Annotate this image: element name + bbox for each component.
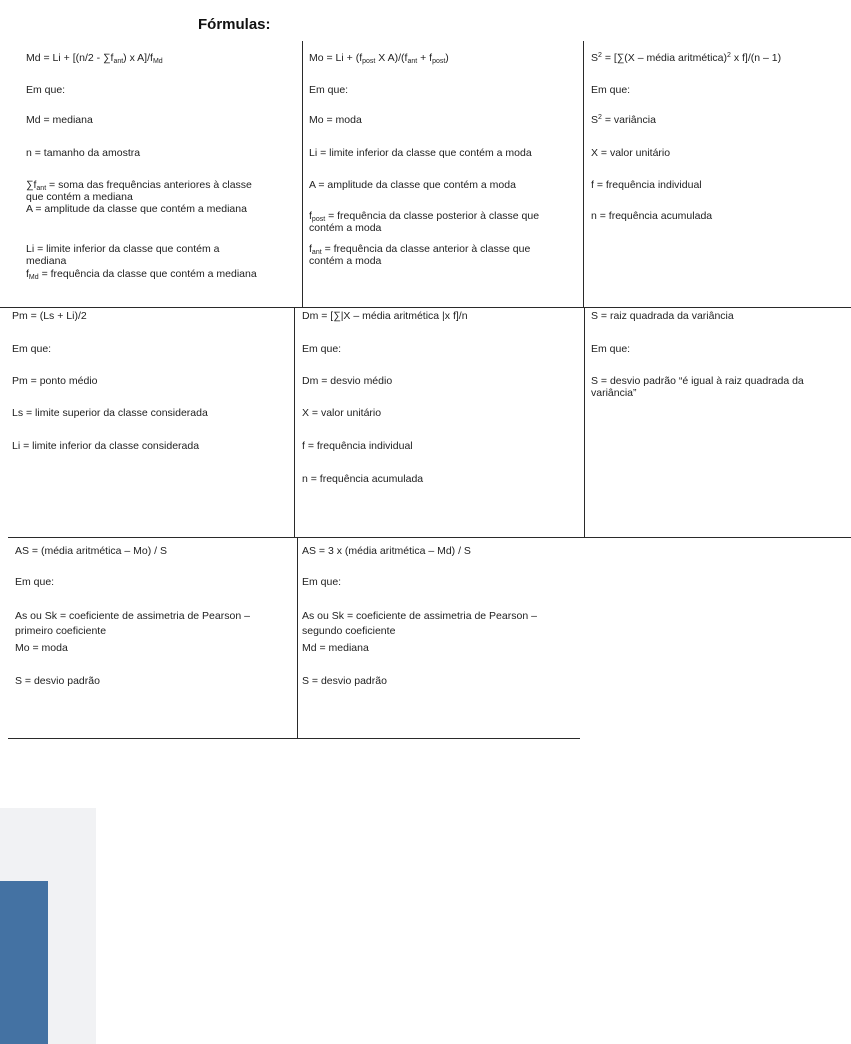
mean-deviation-def-f: f = frequência individual [302,440,413,452]
pearson-first-def-s: S = desvio padrão [15,675,100,687]
mean-deviation-formula: Dm = [∑|X – média aritmética |x f]/n [302,310,468,322]
scan-smudge [435,521,505,527]
divider-v-1 [302,41,303,307]
divider-h-1 [0,307,851,308]
em-que-label: Em que: [591,343,631,355]
std-deviation-formula: S = raiz quadrada da variância [591,310,734,322]
divider-v-4 [584,307,585,537]
pearson-second-def-as-cont: segundo coeficiente [302,625,396,637]
mode-formula: $Mo = Li + (f_{post}$ X $A)/(f_{ant} + f_{post})$ [309,52,449,65]
pearson-first-def-as-cont: primeiro coeficiente [15,625,107,637]
median-def-li: Li = limite inferior da classe que contém a [26,243,220,255]
divider-v-2 [583,41,584,307]
midpoint-def-pm: Pm = ponto médio [12,375,98,387]
em-que-label: Em que: [591,84,631,96]
variance-def-s2: $S^2$ = variância [591,114,656,126]
median-def-li-cont: mediana [26,255,67,267]
divider-v-3 [294,307,295,537]
variance-def-f: f = frequência individual [591,179,702,191]
median-def-sum: $\sum f_{ant}$ = soma das frequências anteriores à classe [26,179,252,192]
mode-def-li: Li = limite inferior da classe que contém a moda [309,147,532,159]
variance-formula: $S^2 = [\sum(X$ – média aritmética)$^2$ x f]/(n – 1) [591,52,782,64]
em-que-label: Em que: [26,84,66,96]
em-que-label: Em que: [15,576,55,588]
mode-def-a: A = amplitude da classe que contém a moda [309,179,516,191]
page-title: Fórmulas: [198,16,271,33]
midpoint-def-ls: Ls = limite superior da classe considerada [12,407,208,419]
em-que-label: Em que: [309,84,349,96]
std-deviation-def-cont: variância” [591,387,637,399]
variance-def-n: n = frequência acumulada [591,210,713,222]
pearson-first-formula: AS = (média aritmética – Mo) / S [15,545,168,557]
median-def-a: A = amplitude da classe que contém a mediana [26,203,247,215]
em-que-label: Em que: [302,576,342,588]
mode-def-fant-cont: contém a moda [309,255,382,267]
divider-v-5 [297,537,298,738]
mean-deviation-def-n: n = frequência acumulada [302,473,424,485]
mode-def-mo: Mo = moda [309,114,362,126]
median-def-n: n = tamanho da amostra [26,147,141,159]
accent-panel [0,881,48,1044]
median-def-fmd: $f_{Md}$ = frequência da classe que contém a mediana [26,268,257,281]
pearson-second-formula: AS = 3 x (média aritmética – Md) / S [302,545,471,557]
mode-def-fpost: $f_{post}$ = frequência da classe posterior à classe que [309,210,540,223]
midpoint-def-li: Li = limite inferior da classe considerada [12,440,200,452]
median-def-md: Md = mediana [26,114,93,126]
pearson-second-def-md: Md = mediana [302,642,369,654]
median-formula: $Md = Li + [(n/2 - \sum f_{ant})$ x $A]/f_{Md}$ [26,52,163,65]
divider-h-2 [8,537,851,538]
pearson-second-def-as: As ou Sk = coeficiente de assimetria de Pearson – [302,610,537,622]
pearson-first-def-as: As ou Sk = coeficiente de assimetria de Pearson – [15,610,250,622]
pearson-first-def-mo: Mo = moda [15,642,68,654]
std-deviation-def: S = desvio padrão “é igual à raiz quadrada da [591,375,804,387]
mean-deviation-def-dm: Dm = desvio médio [302,375,393,387]
em-que-label: Em que: [12,343,52,355]
mode-def-fant: $f_{ant}$ = frequência da classe anterior à classe que [309,243,531,256]
variance-def-x: X = valor unitário [591,147,671,159]
em-que-label: Em que: [302,343,342,355]
divider-h-3 [8,738,580,739]
pearson-second-def-s: S = desvio padrão [302,675,387,687]
midpoint-formula: Pm = (Ls + Li)/2 [12,310,87,322]
mode-def-fpost-cont: contém a moda [309,222,382,234]
median-def-sum-cont: que contém a mediana [26,191,133,203]
mean-deviation-def-x: X = valor unitário [302,407,382,419]
